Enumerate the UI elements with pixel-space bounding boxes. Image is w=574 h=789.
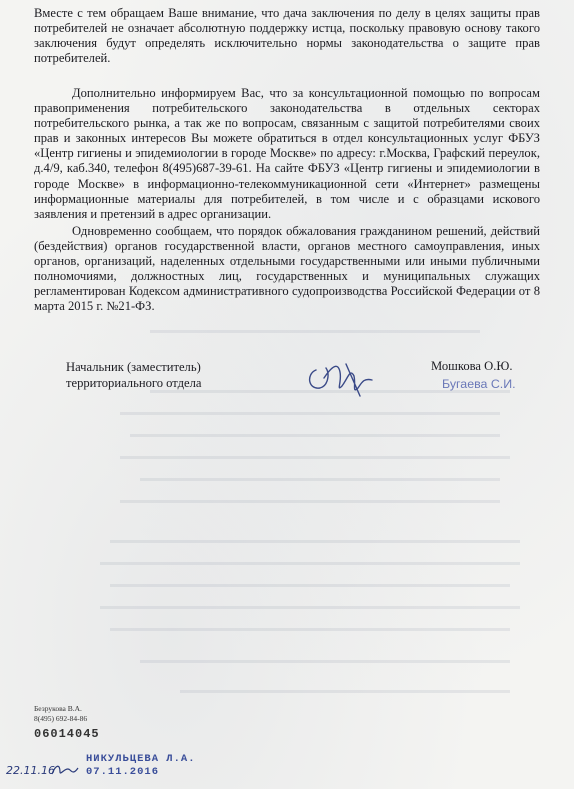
stamp-bottom-date: 07.11.2016 [86,766,160,778]
handwritten-date: 22.11.16 [6,764,55,777]
paragraph-1-text: Вместе с тем обращаем Ваше внимание, что дача заключения по делу в целях защиты прав потребителей не означает абсолютную поддержку истца, поскольку правовую основу такого заключения будут определять исключительно нормы законодательства о защите прав потребителей. [34,6,540,66]
document-number: 06014045 [34,727,100,741]
signer-position-line-1: Начальник (заместитель) [66,360,201,374]
signer-position [66,359,202,391]
paragraph-3 [34,224,540,315]
executor-info [34,704,87,723]
paragraph-2-text: Дополнительно информируем Вас, что за консультационной помощью по вопросам правоприменения потребительского законодательства в отдельных секторах потребительского рынка, а так же по вопросам, связанным с защитой потребителями своих прав и законных интересов Вы можете обратиться в отдел консультационных услуг ФБУЗ «Центр гигиены и эпидемиологии в городе Москве» по адресу: г.Москва, Графский переулок, д.4/9, каб.340, телефон 8(495)687-39-61. На сайте ФБУЗ «Центр гигиены и эпидемиологии в городе Москве» в информационно-телекоммуникационной сети «Интернет» размещены информационные материалы для потребителей, в том числе и с образцами искового заявления и претензий в адрес организации. [34,86,540,221]
handwritten-signature [302,348,376,400]
stamp-name: Бугаева С.И. [442,377,516,391]
paragraph-2 [34,86,540,222]
executor-name: Безрукова В.А. [34,704,82,713]
executor-phone: 8(495) 692-84-86 [34,713,88,723]
registration-stamp [86,753,196,779]
signer-position-line-2: территориального отдела [66,376,202,390]
handwritten-initials [50,762,80,778]
paragraph-3-text: Одновременно сообщаем, что порядок обжалования гражданином решений, действий (бездействия) органов государственной власти, органов местного самоуправления, иных органов, организаций, наделенных отдельными государственными или иными публичными полномочиями, должностных лиц, государственных и муниципальных служащих регламентирован Кодексом административного судопроизводства Российской Федерации от 8 марта 2015 г. №21-ФЗ. [34,224,540,314]
stamp-bottom-name: НИКУЛЬЦЕВА Л.А. [86,753,196,765]
paragraph-1 [34,6,540,66]
signer-name: Мошкова О.Ю. [431,359,513,373]
